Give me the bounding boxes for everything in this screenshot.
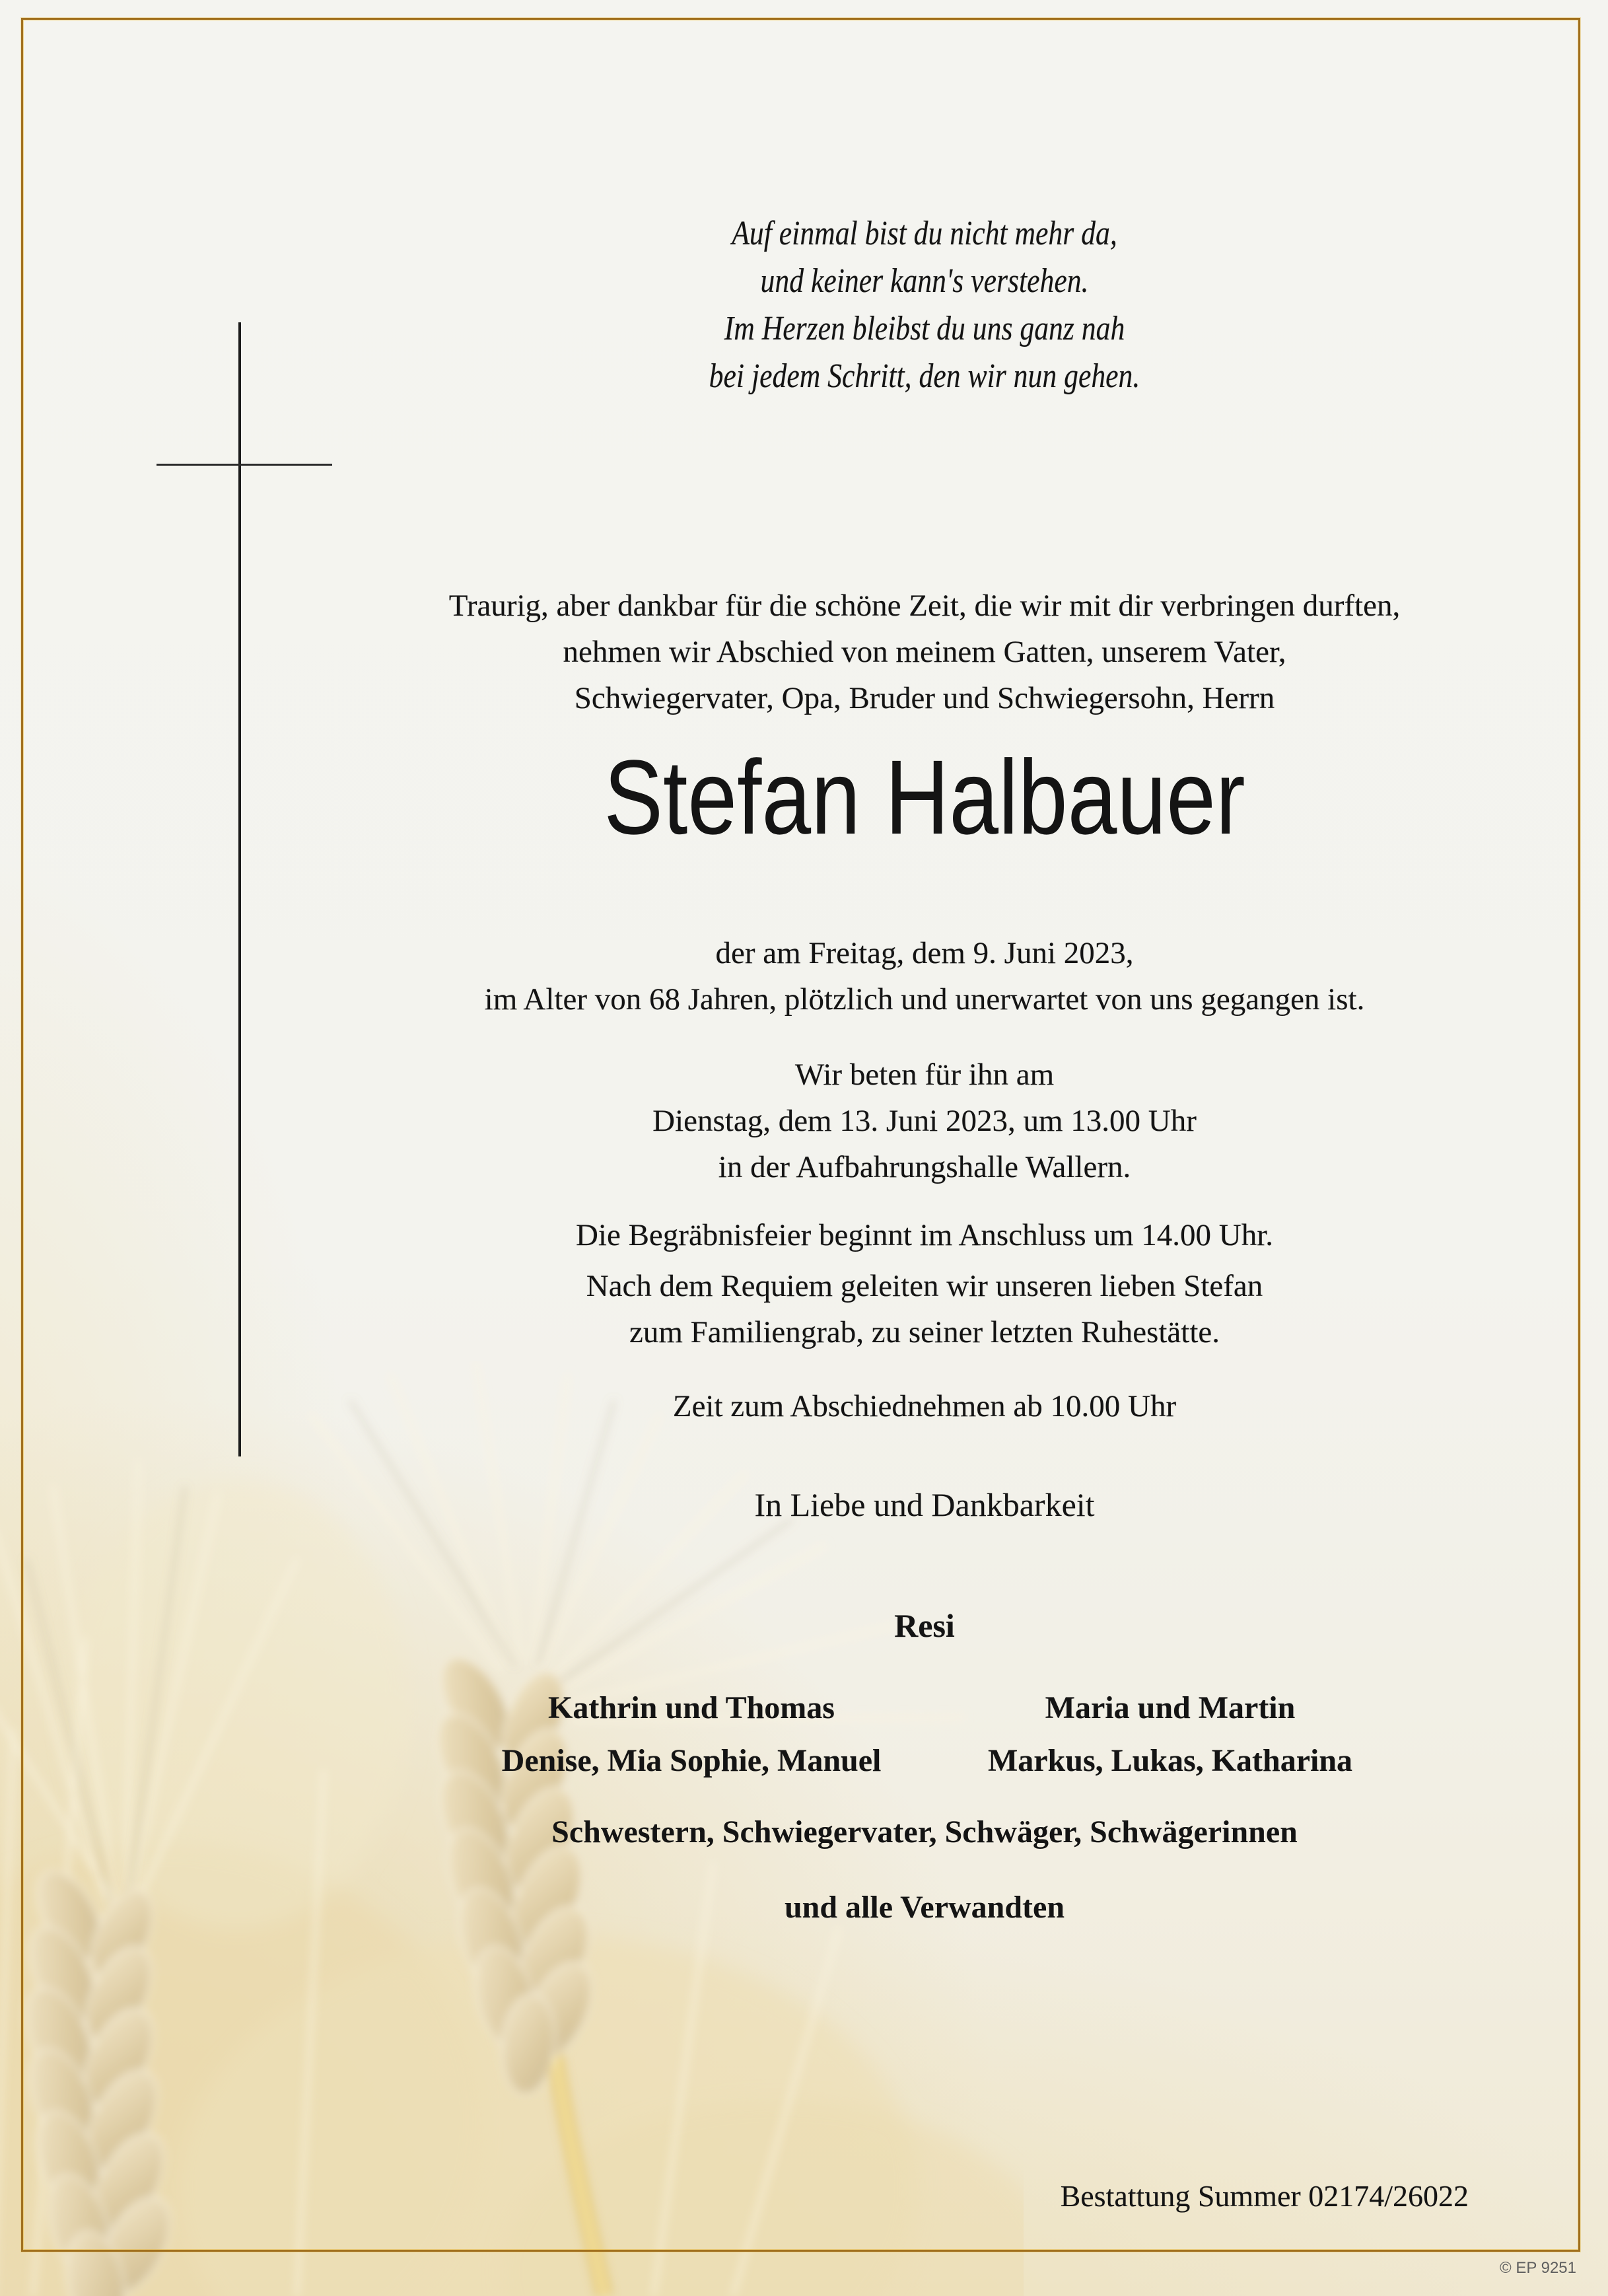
mourner-relatives: Schwestern, Schwiegervater, Schwäger, Schwägerinnen [551,1814,1298,1849]
closing-phrase: In Liebe und Dankbarkeit [754,1486,1095,1523]
death-info-line: im Alter von 68 Jahren, plötzlich und unerwartet von uns gegangen ist. [484,982,1365,1017]
mourner-all-relatives: und alle Verwandten [784,1890,1065,1925]
death-info [241,930,1608,1022]
cross-icon-bar [157,464,332,466]
deceased-name: Stefan Halbauer [604,738,1245,856]
intro-paragraph [241,583,1608,721]
prayer-line: Dienstag, dem 13. Juni 2023, um 13.00 Uhr [652,1104,1197,1138]
farewell-time: Zeit zum Abschiednehmen ab 10.00 Uhr [672,1389,1177,1423]
requiem-line: zum Familiengrab, zu seiner letzten Ruhestätte. [629,1315,1220,1349]
death-info-line: der am Freitag, dem 9. Juni 2023, [715,936,1134,970]
print-code: © EP 9251 [1500,2259,1576,2277]
verse-line: Auf einmal bist du nicht mehr da, [732,215,1117,252]
requiem-info [241,1263,1608,1355]
funeral-info: Die Begräbnisfeier beginnt im Anschluss um 14.00 Uhr. [575,1218,1274,1252]
prayer-info [241,1052,1608,1190]
mourner-widow: Resi [894,1607,955,1644]
verse-line: bei jedem Schritt, den wir nun gehen. [709,357,1140,395]
opening-verse [351,210,1499,400]
verse-line: Im Herzen bleibst du uns ganz nah [724,310,1125,347]
mourner-right-2: Markus, Lukas, Katharina [987,1743,1353,1778]
verse-line: und keiner kann's verstehen. [760,262,1089,300]
mourner-right-1: Maria und Martin [1045,1690,1296,1725]
intro-line: Schwiegervater, Opa, Bruder und Schwiegersohn, Herrn [574,681,1275,715]
intro-line: Traurig, aber dankbar für die schöne Zeit, die wir mit dir verbringen durften, [448,589,1401,623]
prayer-line: in der Aufbahrungshalle Wallern. [718,1150,1131,1184]
intro-line: nehmen wir Abschied von meinem Gatten, unserem Vater, [563,635,1286,669]
prayer-line: Wir beten für ihn am [794,1058,1055,1092]
mourner-left-2: Denise, Mia Sophie, Manuel [501,1743,882,1778]
requiem-line: Nach dem Requiem geleiten wir unseren lieben Stefan [586,1269,1263,1303]
funeral-home-contact: Bestattung Summer 02174/26022 [1060,2179,1469,2213]
mourner-left-1: Kathrin und Thomas [548,1690,835,1725]
